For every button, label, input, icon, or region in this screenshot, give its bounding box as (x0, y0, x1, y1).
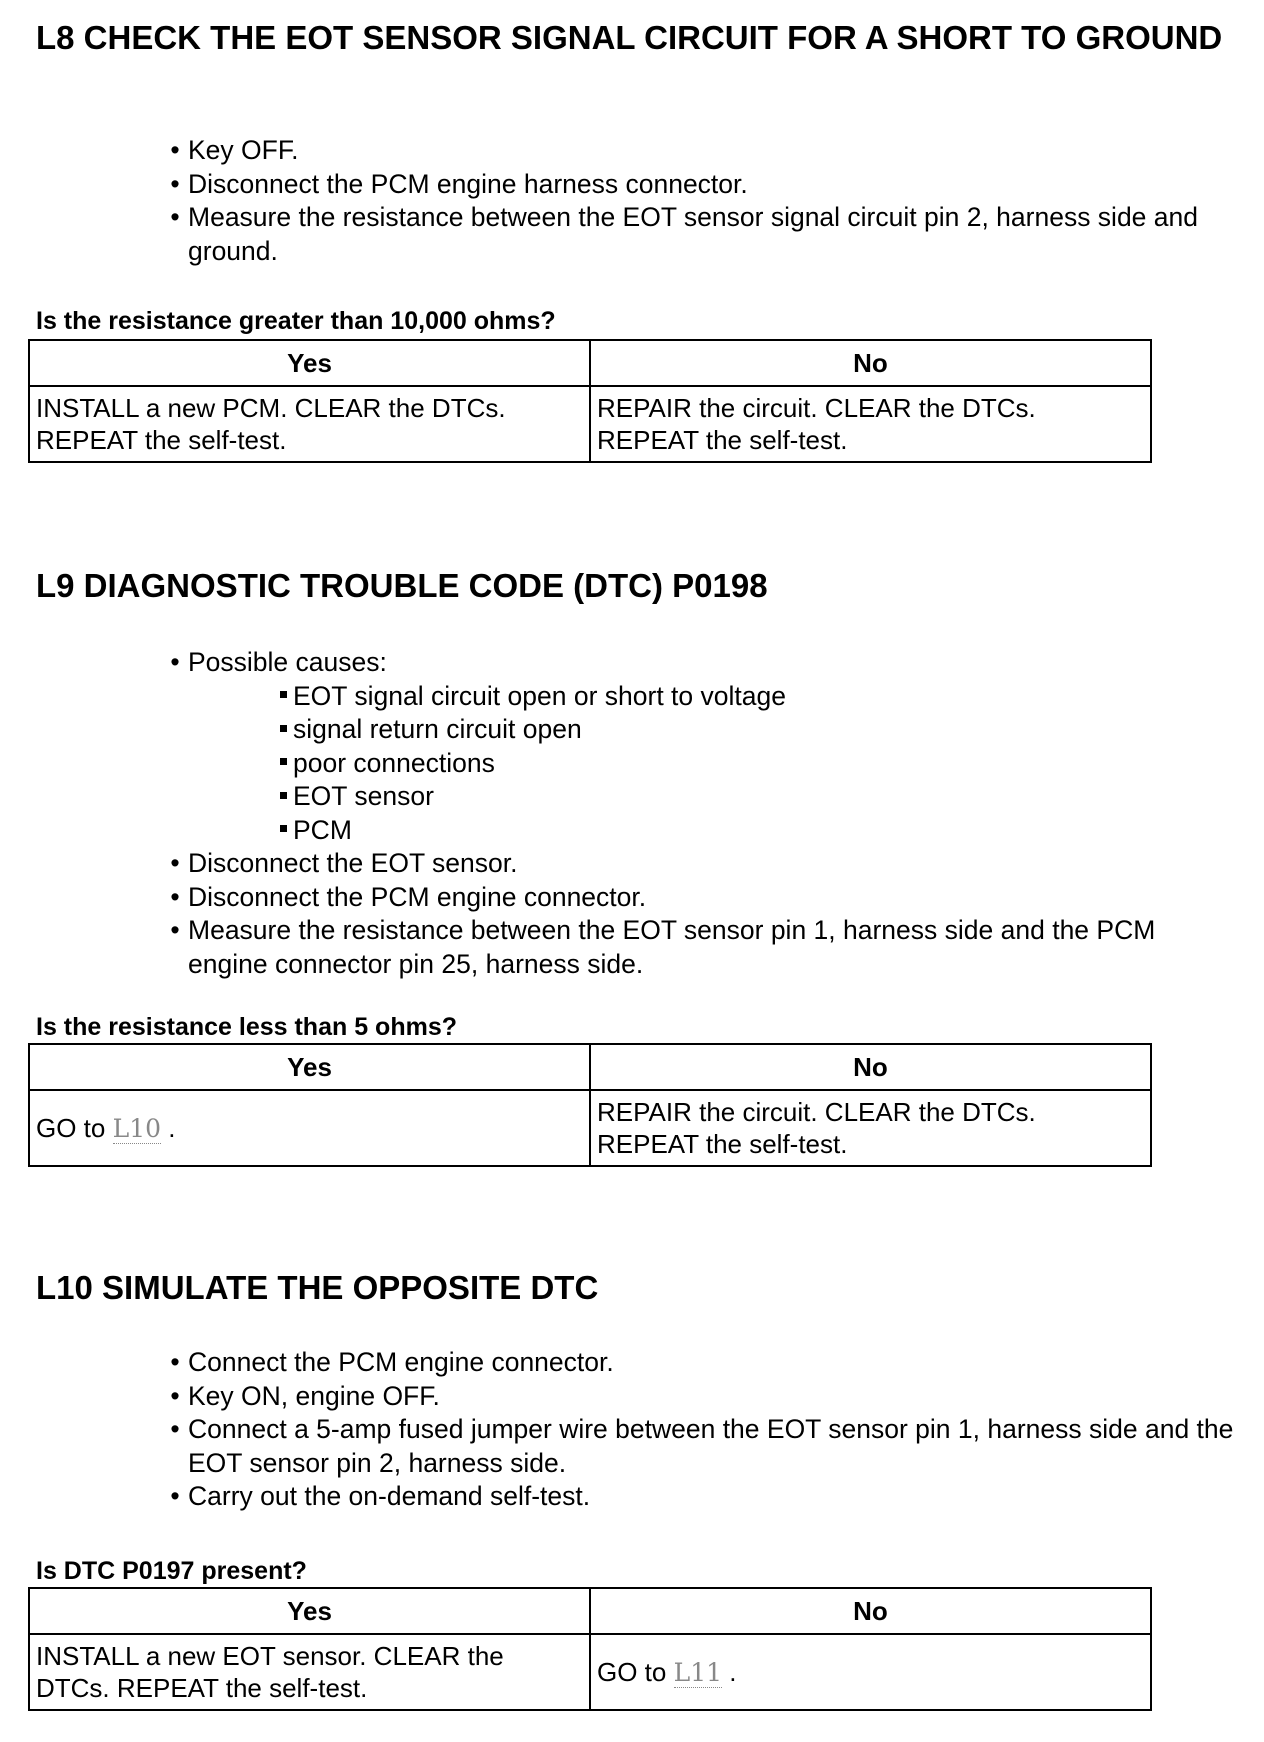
l9-steps (36, 646, 1236, 981)
step-item: • Disconnect the PCM engine harness connector. (170, 168, 748, 199)
question-text: Is the resistance greater than 10,000 ohms? (36, 307, 556, 335)
link-l11[interactable]: L11 (673, 1657, 723, 1687)
l10-question (36, 1556, 1236, 1586)
section-l8 (36, 18, 1236, 58)
cause-item: EOT sensor (62, 780, 1236, 814)
step-item: • Connect a 5-amp fused jumper wire between the EOT sensor pin 1, harness side and the EOT sensor pin 2, harness side. (170, 1414, 1234, 1478)
yes-header: Yes (29, 1044, 590, 1090)
step-list (36, 134, 1236, 268)
cause-item: EOT signal circuit open or short to voltage (62, 680, 1236, 714)
section-l10 (36, 1268, 1236, 1308)
l10-decision-table (28, 1587, 1152, 1711)
step-list (36, 646, 1236, 981)
causes-list (188, 680, 1236, 848)
section-heading: L8 CHECK THE EOT SENSOR SIGNAL CIRCUIT FOR A SHORT TO GROUND (36, 19, 1223, 56)
link-l10[interactable]: L10 (112, 1113, 162, 1143)
step-list (36, 1346, 1236, 1514)
step-item: • Disconnect the EOT sensor. (170, 848, 518, 878)
section-heading: L10 SIMULATE THE OPPOSITE DTC (36, 1269, 599, 1306)
section-heading: L9 DIAGNOSTIC TROUBLE CODE (DTC) P0198 (36, 567, 768, 604)
l9-decision-table (28, 1043, 1152, 1167)
step-item: • Measure the resistance between the EOT sensor signal circuit pin 2, harness side and ground. (170, 202, 1199, 266)
step-item: • Measure the resistance between the EOT sensor pin 1, harness side and the PCM engine connector pin 25, harness side. (170, 915, 1156, 979)
l8-steps (36, 134, 1236, 268)
no-header: No (590, 1044, 1151, 1090)
step-item: • Possible causes: EOT signal circuit open or short to voltage signal return circuit open poor connections EOT sensor PCM (36, 646, 1236, 847)
l9-question (36, 1012, 1236, 1042)
cause-item: poor connections (62, 747, 1236, 781)
yes-header: Yes (29, 340, 590, 386)
cause-item: PCM (62, 814, 1236, 848)
yes-action: GO to L10 . (29, 1090, 590, 1166)
step-item: • Key ON, engine OFF. (170, 1380, 440, 1411)
cause-item: signal return circuit open (62, 713, 1236, 747)
no-action: REPAIR the circuit. CLEAR the DTCs. REPEAT the self-test. (590, 1090, 1151, 1166)
step-item: • Carry out the on-demand self-test. (170, 1481, 591, 1511)
step-item: • Connect the PCM engine connector. (170, 1347, 614, 1377)
section-l9 (36, 566, 1236, 606)
question-text: Is the resistance less than 5 ohms? (36, 1013, 457, 1041)
no-action: GO to L11 . (590, 1634, 1151, 1710)
yes-action: INSTALL a new EOT sensor. CLEAR the DTCs. REPEAT the self-test. (29, 1634, 590, 1710)
yes-action: INSTALL a new PCM. CLEAR the DTCs. REPEAT the self-test. (29, 386, 590, 462)
step-item: • Disconnect the PCM engine connector. (170, 881, 647, 912)
no-header: No (590, 340, 1151, 386)
step-item: • Key OFF. (170, 135, 299, 165)
l10-steps (36, 1346, 1236, 1514)
l8-question (36, 306, 1236, 336)
l8-decision-table (28, 339, 1152, 463)
question-text: Is DTC P0197 present? (36, 1557, 307, 1585)
no-header: No (590, 1588, 1151, 1634)
yes-header: Yes (29, 1588, 590, 1634)
no-action: REPAIR the circuit. CLEAR the DTCs. REPEAT the self-test. (590, 386, 1151, 462)
